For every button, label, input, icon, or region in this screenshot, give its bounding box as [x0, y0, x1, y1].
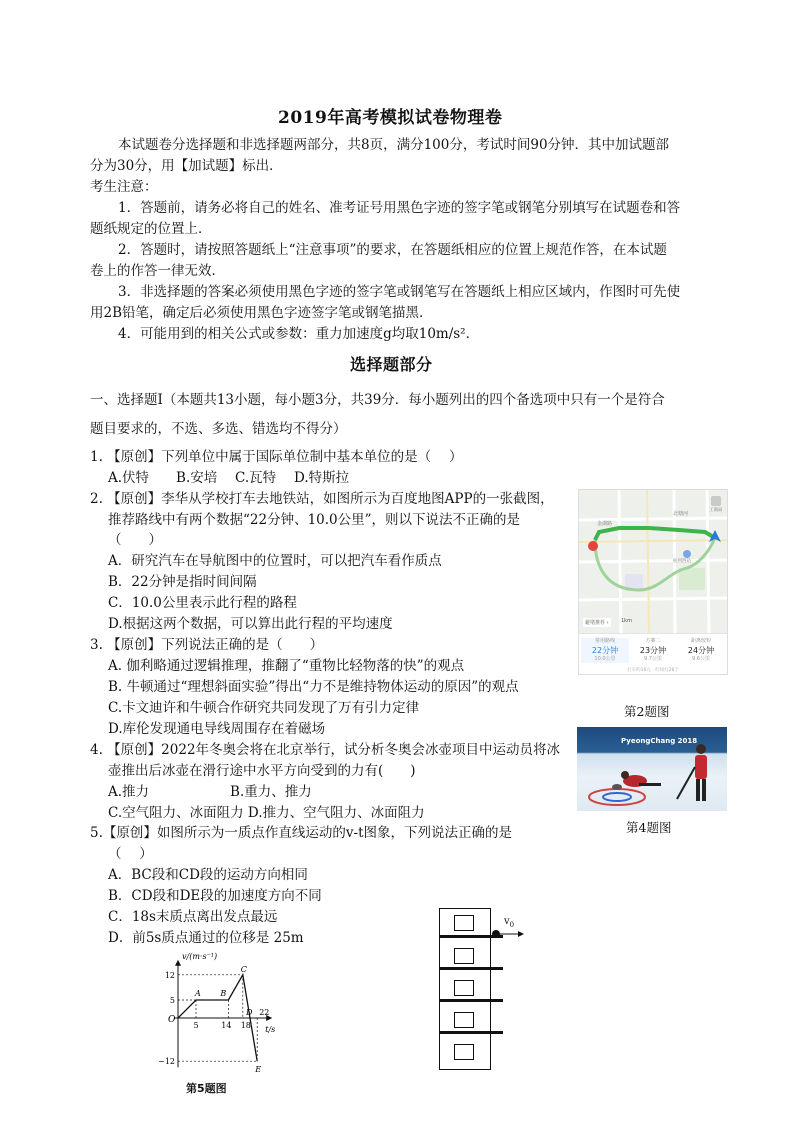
- route-3-dist: 9.6公里: [692, 656, 710, 662]
- map-corner-label: 工商局: [709, 508, 723, 513]
- route-3-name: 距离较短: [690, 638, 711, 644]
- notice-4: 4．可能用到的相关公式或参数：重力加速度g均取10m/s²．: [118, 326, 480, 342]
- box-3: [454, 980, 474, 996]
- section-title: 选择题部分: [350, 355, 433, 374]
- q4-stem-2: 壶推出后冰壶在滑行途中水平方向受到的力有( ): [108, 763, 416, 779]
- vt-x-tick-14: 14: [221, 1021, 232, 1030]
- q5-option-b: B．CD段和DE段的加速度方向不同: [108, 888, 322, 904]
- q2-stem-1: 2. 【原创】李华从学校打车去地铁站，如图所示为百度地图APP的一张截图，: [90, 491, 554, 507]
- q1-options: A.伏特 B.安培 C.瓦特 D.特斯拉: [108, 470, 350, 486]
- q3-option-c: C.卡文迪许和牛顿合作研究共同发现了万有引力定律: [108, 700, 420, 716]
- map-road-label: 北塘河: [673, 511, 689, 517]
- arrow-head-icon: [518, 931, 524, 937]
- vt-point-e: E: [255, 1065, 262, 1075]
- map-scale: 1km: [621, 618, 632, 624]
- velocity-arrow: [436, 906, 546, 946]
- route-1-name: 常用路线: [594, 638, 615, 644]
- map-chip-avoid[interactable]: 避堵推荐 ›: [585, 620, 609, 626]
- q2-stem-3: （ ）: [108, 532, 162, 548]
- velocity-symbol: v: [504, 916, 510, 927]
- notice-1a: 1．答题前，请务必将自己的姓名、准考证号用黑色字迹的签字笔或钢笔分别填写在试题卷和答: [118, 200, 681, 216]
- vt-point-d: D: [246, 1008, 253, 1017]
- notice-heading: 考生注意：: [90, 179, 158, 195]
- building-icon: [711, 496, 721, 506]
- route-option-1[interactable]: [581, 638, 629, 663]
- vt-point-c: C: [240, 964, 247, 974]
- route-2-dist: 9.7公里: [644, 656, 662, 662]
- route-options: [579, 633, 727, 674]
- q3-option-d: D.库伦发现通电导线周围存在着磁场: [108, 721, 326, 737]
- notice-3a: 3．非选择题的答案必须使用黑色字迹的签字笔或钢笔写在答题纸上相应区域内，作图时可先使: [118, 284, 681, 300]
- vt-y-tick-12: 12: [164, 970, 175, 980]
- route-option-2[interactable]: [629, 638, 677, 663]
- route-option-3[interactable]: [677, 638, 725, 663]
- curling-photo: [577, 727, 727, 811]
- vt-origin-label: O: [168, 1015, 176, 1025]
- route-2-name: 方案二: [645, 638, 661, 644]
- box-5: [454, 1044, 474, 1060]
- q5-option-d: D．前5s质点通过的位移是 25m: [108, 930, 304, 946]
- part1-line-1: 一、选择题Ⅰ（本题共13小题，每小题3分，共39分．每小题列出的四个备选项中只有一个是符合: [90, 392, 665, 408]
- curling-athletes: [577, 727, 727, 811]
- route-3-time: 24分钟: [687, 646, 715, 655]
- velocity-subscript: 0: [509, 921, 515, 929]
- box-2: [454, 948, 474, 964]
- notice-2a: 2．答题时，请按照答题纸上“注意事项”的要求，在答题纸相应的位置上规范作答，在本试题: [118, 242, 667, 258]
- park-area: [679, 568, 705, 590]
- figure-5-caption: 第5题图: [186, 1082, 227, 1095]
- q2-option-d: D.根据这两个数据，可以算出此行程的平均速度: [108, 616, 393, 632]
- figure-2-caption: 第2题图: [624, 704, 670, 719]
- map-center-label: 杭州西站: [673, 559, 691, 564]
- q4-options-ab: A.推力 B.重力、推力: [108, 784, 312, 800]
- vt-x-tick-22: 22: [259, 1008, 270, 1017]
- vt-y-tick-neg12: −12: [158, 1057, 175, 1067]
- vt-graph: [150, 951, 280, 1078]
- figure-4-caption: 第4题图: [626, 820, 672, 835]
- notice-2b: 卷上的作答一律无效．: [90, 263, 225, 279]
- notice-3b: 用2B铅笔，确定后必须使用黑色字迹签字笔或钢笔描黑．: [90, 305, 433, 321]
- intro-line-1: 本试题卷分选择题和非选择题两部分，共8页，满分100分，考试时间90分钟．其中加试题部: [118, 137, 670, 153]
- q4-options-cd: C.空气阻力、冰面阻力 D.推力、空气阻力、冰面阻力: [108, 805, 425, 821]
- route-1-time: 22分钟: [591, 646, 619, 655]
- q3-option-a: A. 伽利略通过逻辑推理，推翻了“重物比轻物落的快”的观点: [108, 658, 465, 674]
- q2-stem-2: 推荐路线中有两个数据“22分钟、10.0公里”，则以下说法不正确的是: [108, 512, 521, 528]
- station-icon: [683, 550, 691, 558]
- floor-2: [439, 967, 503, 970]
- q5-stem-2: （ ）: [108, 846, 153, 862]
- map-hint: 打车约16元 · 红绿灯28个: [627, 668, 679, 673]
- box-4: [454, 1012, 474, 1028]
- q3-option-b: B. 牛顿通过“理想斜面实验”得出“力不是维持物体运动的原因”的观点: [108, 679, 519, 695]
- q1-stem: 1. 【原创】下列单位中属于国际单位制中基本单位的是（ ）: [90, 449, 463, 465]
- q3-stem: 3. 【原创】下列说法正确的是（ ）: [90, 637, 324, 653]
- q5-stem-1: 5.【原创】如图所示为一质点作直线运动的v-t图象，下列说法正确的是: [90, 825, 512, 841]
- vt-point-b: B: [220, 989, 227, 998]
- vt-x-tick-18: 18: [240, 1021, 251, 1030]
- intro-line-2: 分为30分，用【加试题】标出．: [90, 158, 283, 174]
- floor-3: [439, 999, 503, 1002]
- floor-4: [439, 1031, 503, 1034]
- vt-x-tick-5: 5: [193, 1021, 199, 1030]
- elevator-figure: [436, 906, 546, 1072]
- vt-y-label: v/(m·s⁻¹): [182, 951, 218, 961]
- q4-stem-1: 4. 【原创】2022年冬奥会将在北京举行，试分析冬奥会冰壶项目中运动员将冰: [90, 742, 561, 758]
- map-canvas: [579, 490, 727, 634]
- main-route-line: [595, 528, 715, 540]
- velocity-label: [504, 916, 514, 929]
- vt-x-label: t/s: [265, 1025, 276, 1034]
- start-pin-icon: [588, 541, 598, 551]
- map-screenshot: [578, 489, 728, 675]
- page-title: 2019年高考模拟试卷物理卷: [278, 108, 503, 128]
- ball-icon: [492, 930, 500, 938]
- q2-option-c: C．10.0公里表示此行程的路程: [108, 595, 297, 611]
- q2-option-b: B．22分钟是指时间间隔: [108, 574, 257, 590]
- q2-option-a: A．研究汽车在导航图中的位置时，可以把汽车看作质点: [108, 553, 442, 569]
- notice-1b: 题纸规定的位置上．: [90, 221, 212, 237]
- photo-banner: PyeongChang 2018: [621, 737, 698, 745]
- vt-point-a: A: [195, 989, 201, 998]
- map-start-label: 金湖路: [597, 521, 613, 527]
- vt-y-tick-5: 5: [169, 996, 175, 1005]
- q5-option-c: C．18s末质点离出发点最远: [108, 909, 278, 925]
- route-1-dist: 10.0公里: [594, 656, 616, 662]
- part1-line-2: 题目要求的，不选、多选、错选均不得分）: [90, 421, 347, 437]
- q5-option-a: A．BC段和CD段的运动方向相同: [108, 867, 308, 883]
- route-2-time: 23分钟: [639, 646, 667, 655]
